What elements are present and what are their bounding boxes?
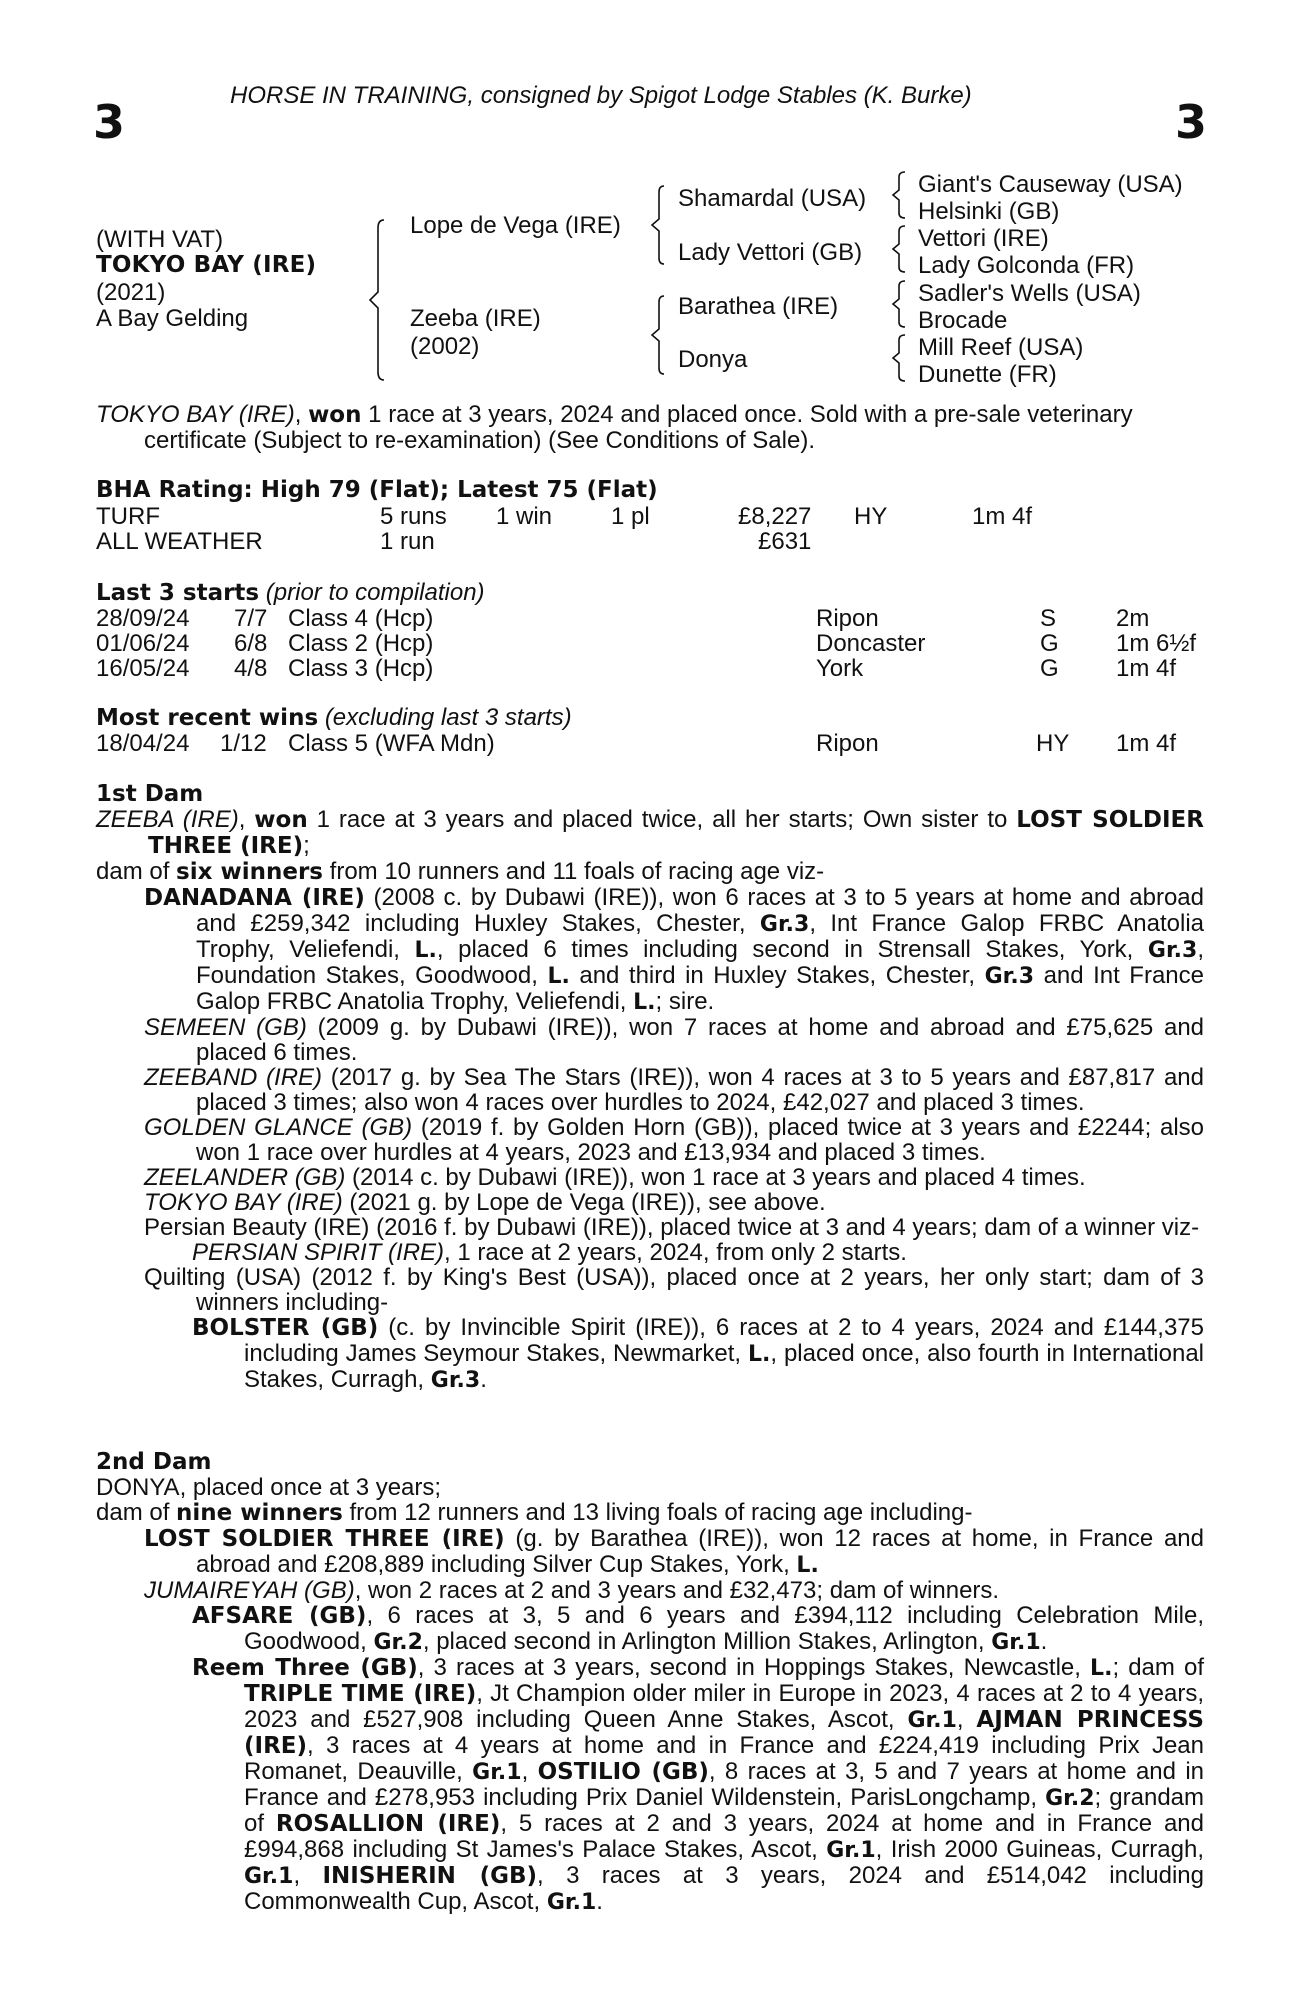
produce-semeen (96, 1015, 1204, 1065)
produce-quilting: Quilting (USA) (2012 f. by King's Best (USA)), placed once at 2 years, her only start; dam of 3 winners including- (144, 1264, 1204, 1316)
progeny-name: ROSALLION (IRE) (275, 1811, 501, 1837)
pedigree-bracket-1 (370, 220, 390, 380)
rating-distance: 1m 4f (972, 503, 1033, 530)
produce-post: from 12 runners and 13 living foals of racing age including- (349, 1499, 973, 1526)
produce-name: GOLDEN GLANCE (GB) (144, 1114, 413, 1141)
start-position: 6/8 (234, 630, 268, 657)
rating-going: HY (854, 503, 888, 530)
produce-pre: dam of (96, 858, 170, 885)
start-going: S (1040, 605, 1057, 632)
gg-7: Mill Reef (USA) (918, 334, 1084, 361)
produce-winners: nine winners (176, 1500, 343, 1526)
first-dam-won: won (254, 807, 308, 833)
win-race: Class 5 (WFA Mdn) (288, 730, 495, 757)
produce-winners: six winners (176, 859, 323, 885)
produce-text: (2014 c. by Dubawi (IRE)), won 1 race at 3 years and placed 4 times. (352, 1164, 1086, 1191)
first-dam-intro: ZEEBA (IRE), won 1 race at 3 years and placed twice, all her starts; Own sister to LOST SOLDIER THREE (IRE); (96, 806, 1204, 859)
grade-badge: Gr.3 (1147, 938, 1198, 963)
summary-won: won (308, 402, 362, 428)
produce-text: and Int France Galop FRBC Anatolia Trophy, Veliefendi, (196, 962, 1205, 1015)
start-race: Class 2 (Hcp) (288, 630, 434, 657)
race-summary: TOKYO BAY (IRE), won 1 race at 3 years, 2024 and placed once. Sold with a pre-sale veterinary certificate (Subject to re-examination) (See Conditions of Sale). (96, 402, 1204, 453)
grade-badge: Gr.2 (373, 1630, 423, 1655)
pedigree-bracket-6 (893, 281, 907, 327)
grade-badge: Gr.3 (759, 912, 810, 937)
produce-text: , 8 races at 3, 5 and 7 years at home and in France and £278,953 including Prix Daniel Wildenstein, ParisLongchamp, (244, 1758, 1205, 1811)
first-dam-produce-line (96, 859, 1204, 885)
produce-text: , 1 race at 2 years, 2024, from only 2 starts. (444, 1239, 907, 1266)
start-race: Class 3 (Hcp) (288, 655, 434, 682)
start-course: York (816, 655, 864, 682)
start-position: 7/7 (234, 605, 268, 632)
produce-reem-three (96, 1655, 1204, 1915)
summary-text-1: 1 race at 3 years, 2024 and placed once. Sold with a pre-sale veterinary (368, 401, 1133, 428)
grade-badge: L. (633, 990, 656, 1015)
produce-text: (2019 f. by Golden Horn (GB)), placed twice at 3 years and £2244; also won 1 race over hurdles at 4 years, 2023 and £13,934 and placed 3 times. (196, 1114, 1204, 1166)
gg-3: Vettori (IRE) (918, 225, 1049, 252)
grade-badge: L. (796, 1553, 819, 1578)
grade-badge: L. (1090, 1656, 1113, 1681)
sire-sire: Shamardal (USA) (678, 185, 867, 212)
grade-badge: Gr.3 (984, 964, 1035, 989)
produce-text: (2008 c. by Dubawi (IRE)), won 6 races at 3 to 5 years at home and abroad and £259,342 including Huxley Stakes, Chester, (196, 884, 1204, 937)
start-race: Class 4 (Hcp) (288, 605, 434, 632)
produce-text: (2017 g. by Sea The Stars (IRE)), won 4 races at 3 to 5 years and £87,817 and placed 3 times; also won 4 races over hurdles to 2024, £42,027 and placed 3 times. (196, 1064, 1204, 1116)
produce-zeeband (96, 1065, 1204, 1115)
produce-text: , 3 races at 3 years, second in Hoppings Stakes, Newcastle, (417, 1654, 1081, 1681)
dam-dam: Donya (678, 346, 748, 373)
start-going: G (1040, 630, 1059, 657)
rating-heading: BHA Rating: High 79 (Flat); Latest 75 (Flat) (96, 477, 658, 503)
win-course: Ripon (816, 730, 879, 757)
produce-zeelander (96, 1165, 1204, 1190)
rating-placed: 1 pl (611, 503, 650, 530)
pedigree-bracket-2 (652, 186, 668, 264)
start-course: Ripon (816, 605, 879, 632)
produce-post: from 10 runners and 11 foals of racing age viz- (329, 858, 825, 885)
produce-text: (c. by Invincible Spirit (IRE)), 6 races at 2 to 4 years, 2024 and £144,375 including James Seymour Stakes, Newmarket, (244, 1314, 1204, 1367)
first-dam-sister: LOST SOLDIER THREE (IRE) (148, 807, 1204, 859)
grade-badge: Gr.2 (1045, 1786, 1095, 1811)
progeny-name: OSTILIO (GB) (537, 1759, 709, 1785)
produce-name: PERSIAN SPIRIT (IRE) (192, 1239, 445, 1266)
second-dam-produce-line (96, 1500, 1204, 1526)
produce-text: . (1040, 1628, 1048, 1655)
produce-text: ; grandam of (244, 1784, 1205, 1837)
grade-badge: Gr.1 (991, 1630, 1041, 1655)
win-date: 18/04/24 (96, 730, 190, 757)
start-date: 16/05/24 (96, 655, 190, 682)
produce-name: LOST SOLDIER THREE (IRE) (144, 1526, 505, 1552)
recent-wins-heading: Most recent wins (96, 705, 319, 731)
produce-text: , 5 races at 2 and 3 years, 2024 at home and in France and £994,868 including St James's Palace Stakes, Ascot, (244, 1810, 1204, 1863)
gg-6: Brocade (918, 307, 1008, 334)
rating-surface: TURF (96, 503, 160, 530)
produce-text: . (480, 1366, 487, 1393)
gg-8: Dunette (FR) (918, 361, 1057, 388)
dam-name: Zeeba (IRE) (410, 305, 541, 332)
produce-name: AFSARE (GB) (192, 1603, 367, 1629)
start-date: 01/06/24 (96, 630, 190, 657)
produce-text: . (596, 1888, 603, 1915)
start-distance: 2m (1116, 605, 1150, 632)
lot-number-left: 3 (93, 95, 126, 149)
summary-name: TOKYO BAY (IRE) (96, 401, 295, 428)
produce-pre: dam of (96, 1499, 170, 1526)
start-date: 28/09/24 (96, 605, 190, 632)
win-going: HY (1036, 730, 1070, 757)
pedigree-bracket-5 (893, 226, 907, 272)
dam-sire: Barathea (IRE) (678, 293, 839, 320)
grade-badge: L. (547, 964, 570, 989)
grade-badge: L. (414, 938, 437, 963)
start-distance: 1m 4f (1116, 655, 1177, 682)
progeny-name: TRIPLE TIME (IRE) (244, 1681, 477, 1707)
produce-text: , (521, 1758, 529, 1785)
second-dam-heading: 2nd Dam (96, 1449, 212, 1475)
produce-text: (2009 g. by Dubawi (IRE)), won 7 races at home and abroad and £75,625 and placed 6 times. (196, 1014, 1205, 1066)
produce-name: ZEEBAND (IRE) (144, 1064, 323, 1091)
first-dam-section (96, 782, 1204, 1393)
produce-bolster (96, 1315, 1204, 1393)
horse-year: (2021) (96, 279, 166, 306)
produce-text: , Jt Champion older miler in Europe in 2023, 4 races at 2 to 4 years, 2023 and £527,908 including Queen Anne Stakes, Ascot, (244, 1680, 1204, 1733)
progeny-name: AJMAN PRINCESS (IRE) (244, 1707, 1204, 1759)
produce-persian-spirit (96, 1240, 1204, 1265)
produce-jumaireyah (96, 1578, 1204, 1603)
produce-name: DANADANA (IRE) (144, 885, 365, 911)
progeny-name: INISHERIN (GB) (322, 1863, 538, 1889)
start-position: 4/8 (234, 655, 268, 682)
produce-name: TOKYO BAY (IRE) (144, 1189, 343, 1216)
pedigree-bracket-7 (893, 335, 907, 381)
second-dam-section (96, 1450, 1204, 1915)
dam-year: (2002) (410, 333, 480, 360)
gg-4: Lady Golconda (FR) (918, 252, 1135, 279)
vat-note: (WITH VAT) (96, 226, 224, 253)
produce-name: JUMAIREYAH (GB) (144, 1577, 355, 1604)
first-dam-name: ZEEBA (IRE) (96, 806, 239, 833)
produce-persian-beauty: Persian Beauty (IRE) (2016 f. by Dubawi (IRE)), placed twice at 3 and 4 years; dam of a winner viz- (144, 1214, 1200, 1241)
first-dam-heading: 1st Dam (96, 781, 204, 807)
produce-text: ; sire. (655, 988, 715, 1015)
win-distance: 1m 4f (1116, 730, 1177, 757)
produce-name: ZEELANDER (GB) (144, 1164, 346, 1191)
gg-2: Helsinki (GB) (918, 198, 1060, 225)
produce-text: , placed second in Arlington Million Stakes, Arlington, (422, 1628, 985, 1655)
grade-badge: Gr.1 (472, 1760, 522, 1785)
rating-runs: 5 runs (380, 503, 447, 530)
grade-badge: L. (748, 1342, 771, 1367)
rating-wins: 1 win (496, 503, 553, 530)
produce-text: , Int France Galop FRBC Anatolia Trophy, Veliefendi, (196, 910, 1205, 963)
produce-text: (g. by Barathea (IRE)), won 12 races at home, in France and abroad and £208,889 including Silver Cup Stakes, York, (196, 1525, 1204, 1578)
produce-text: , 3 races at 4 years at home and in France and £224,419 including Prix Jean Romanet, Deauville, (244, 1732, 1204, 1785)
produce-text: , (293, 1862, 301, 1889)
last-starts-note: (prior to compilation) (265, 579, 485, 606)
first-dam-text: 1 race at 3 years and placed twice, all her starts; Own sister to (316, 806, 1008, 833)
pedigree-bracket-4 (893, 172, 907, 218)
rating-money: £631 (758, 528, 812, 555)
grade-badge: Gr.1 (546, 1890, 597, 1915)
sire-name: Lope de Vega (IRE) (410, 212, 621, 239)
rating-money: £8,227 (738, 503, 812, 530)
last-starts-heading: Last 3 starts (96, 580, 260, 606)
sire-dam: Lady Vettori (GB) (678, 239, 863, 266)
grade-badge: Gr.1 (826, 1838, 876, 1863)
gg-5: Sadler's Wells (USA) (918, 280, 1141, 307)
produce-name: Reem Three (GB) (192, 1655, 418, 1681)
produce-text: , placed 6 times including second in Strensall Stakes, York, (436, 936, 1134, 963)
produce-text: ; dam of (1112, 1654, 1204, 1681)
start-course: Doncaster (816, 630, 926, 657)
gg-1: Giant's Causeway (USA) (918, 171, 1183, 198)
produce-text: and third in Huxley Stakes, Chester, (579, 962, 976, 989)
produce-name: SEMEEN (GB) (144, 1014, 307, 1041)
produce-afsare (96, 1603, 1204, 1655)
grade-badge: Gr.1 (907, 1708, 957, 1733)
produce-golden-glance (96, 1115, 1204, 1165)
produce-text: , 6 races at 3, 5 and 6 years and £394,112 including Celebration Mile, Goodwood, (244, 1602, 1204, 1655)
pedigree-bracket-3 (652, 296, 668, 374)
start-distance: 1m 6½f (1116, 630, 1197, 657)
page-title: HORSE IN TRAINING, consigned by Spigot Lodge Stables (K. Burke) (230, 82, 972, 109)
second-dam-intro: DONYA, placed once at 3 years; (96, 1474, 442, 1501)
produce-text: , placed once, also fourth in International Stakes, Curragh, (244, 1340, 1205, 1393)
produce-text: , 3 races at 3 years, 2024 and £514,042 including Commonwealth Cup, Ascot, (244, 1862, 1204, 1915)
grade-badge: Gr.1 (244, 1864, 294, 1889)
produce-text: , (956, 1706, 964, 1733)
start-going: G (1040, 655, 1059, 682)
recent-wins-note: (excluding last 3 starts) (324, 704, 572, 731)
horse-description: A Bay Gelding (96, 305, 249, 332)
produce-text: , won 2 races at 2 and 3 years and £32,473; dam of winners. (354, 1577, 1000, 1604)
produce-lost-soldier (96, 1526, 1204, 1578)
rating-runs: 1 run (380, 528, 435, 555)
win-position: 1/12 (220, 730, 267, 757)
produce-text: (2021 g. by Lope de Vega (IRE)), see above. (349, 1189, 826, 1216)
produce-text: , Irish 2000 Guineas, Curragh, (875, 1836, 1205, 1863)
produce-name: BOLSTER (GB) (192, 1315, 379, 1341)
produce-text: , Foundation Stakes, Goodwood, (196, 936, 1204, 989)
summary-text-2: certificate (Subject to re-examination) (See Conditions of Sale). (144, 427, 815, 454)
produce-tokyo-bay (96, 1190, 1204, 1215)
grade-badge: Gr.3 (430, 1368, 481, 1393)
horse-name: TOKYO BAY (IRE) (96, 252, 317, 278)
produce-danadana (96, 885, 1204, 1015)
lot-number-right: 3 (1175, 95, 1208, 149)
rating-surface: ALL WEATHER (96, 528, 263, 555)
